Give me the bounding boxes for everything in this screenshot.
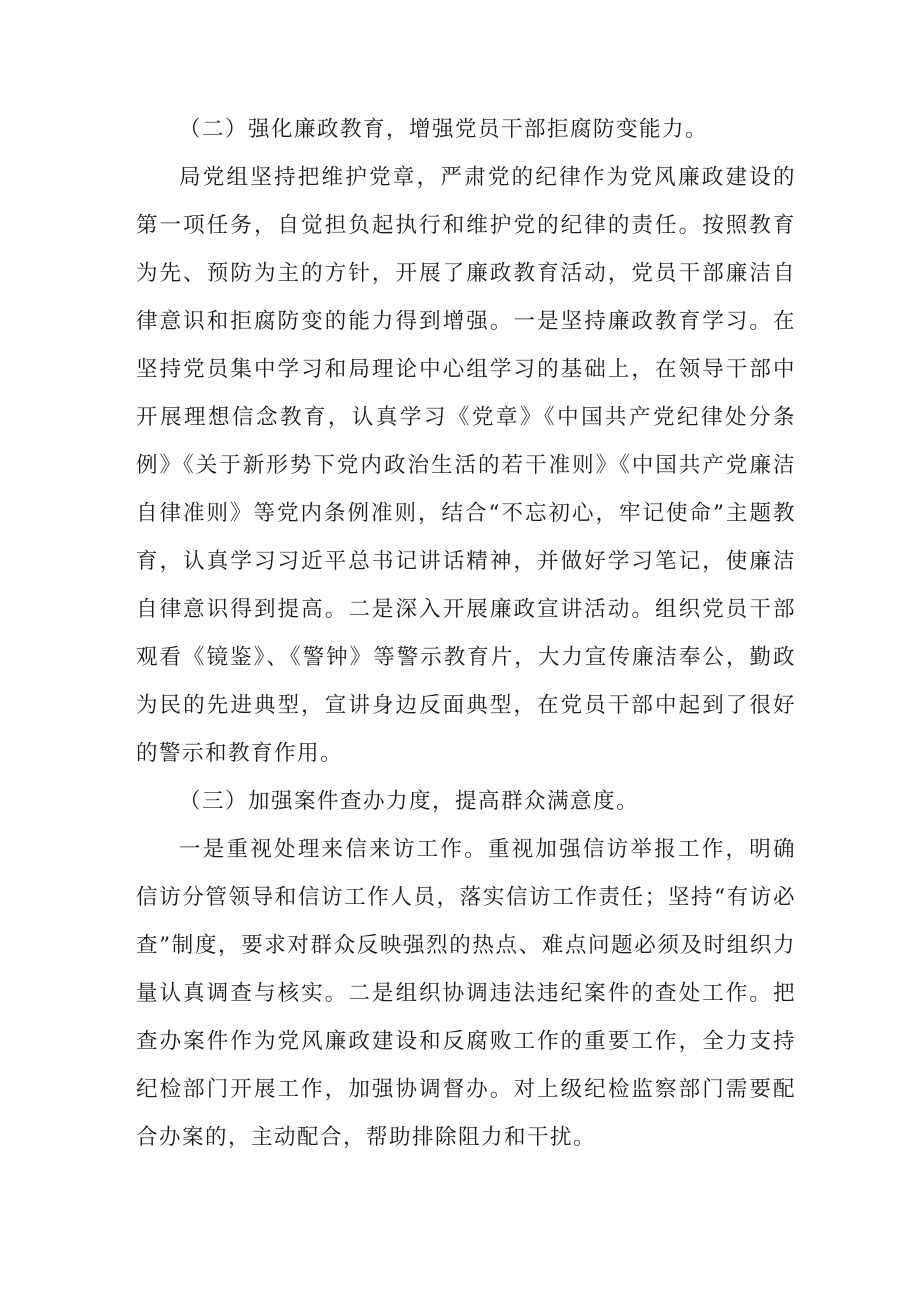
section-heading-2: （二）强化廉政教育，增强党员干部拒腐防变能力。 bbox=[179, 117, 709, 142]
document-body bbox=[136, 106, 796, 1162]
paragraph-section-2: 局党组坚持把维护党章，严肃党的纪律作为党风廉政建设的第一项任务，自觉担负起执行和维护党的纪律的责任。按照教育为先、预防为主的方针，开展了廉政教育活动，党员干部廉洁自律意识和拒腐防变的能力得到增强。一是坚持廉政教育学习。在坚持党员集中学习和局理论中心组学习的基础上，在领导干部中开展理想信念教育，认真学习《党章》《中国共产党纪律处分条例》《关于新形势下党内政治生活的若干准则》《中国共产党廉洁自律准则》等党内条例准则，结合“不忘初心，牢记使命”主题教育，认真学习习近平总书记讲话精神，并做好学习笔记，使廉洁自律意识得到提高。二是深入开展廉政宣讲活动。组织党员干部观看《镜鉴》、《警钟》等警示教育片，大力宣传廉洁奉公，勤政为民的先进典型，宣讲身边反面典型，在党员干部中起到了很好的警示和教育作用。 bbox=[136, 165, 796, 766]
section-heading-3: （三）加强案件查办力度，提高群众满意度。 bbox=[179, 789, 640, 814]
paragraph-section-3: 一是重视处理来信来访工作。重视加强信访举报工作，明确信访分管领导和信访工作人员，落实信访工作责任；坚持“有访必查”制度，要求对群众反映强烈的热点、难点问题必须及时组织力量认真调查与核实。二是组织协调违法违纪案件的查处工作。把查办案件作为党风廉政建设和反腐败工作的重要工作，全力支持纪检部门开展工作，加强协调督办。对上级纪检监察部门需要配合办案的，主动配合，帮助排除阻力和干扰。 bbox=[136, 837, 796, 1150]
